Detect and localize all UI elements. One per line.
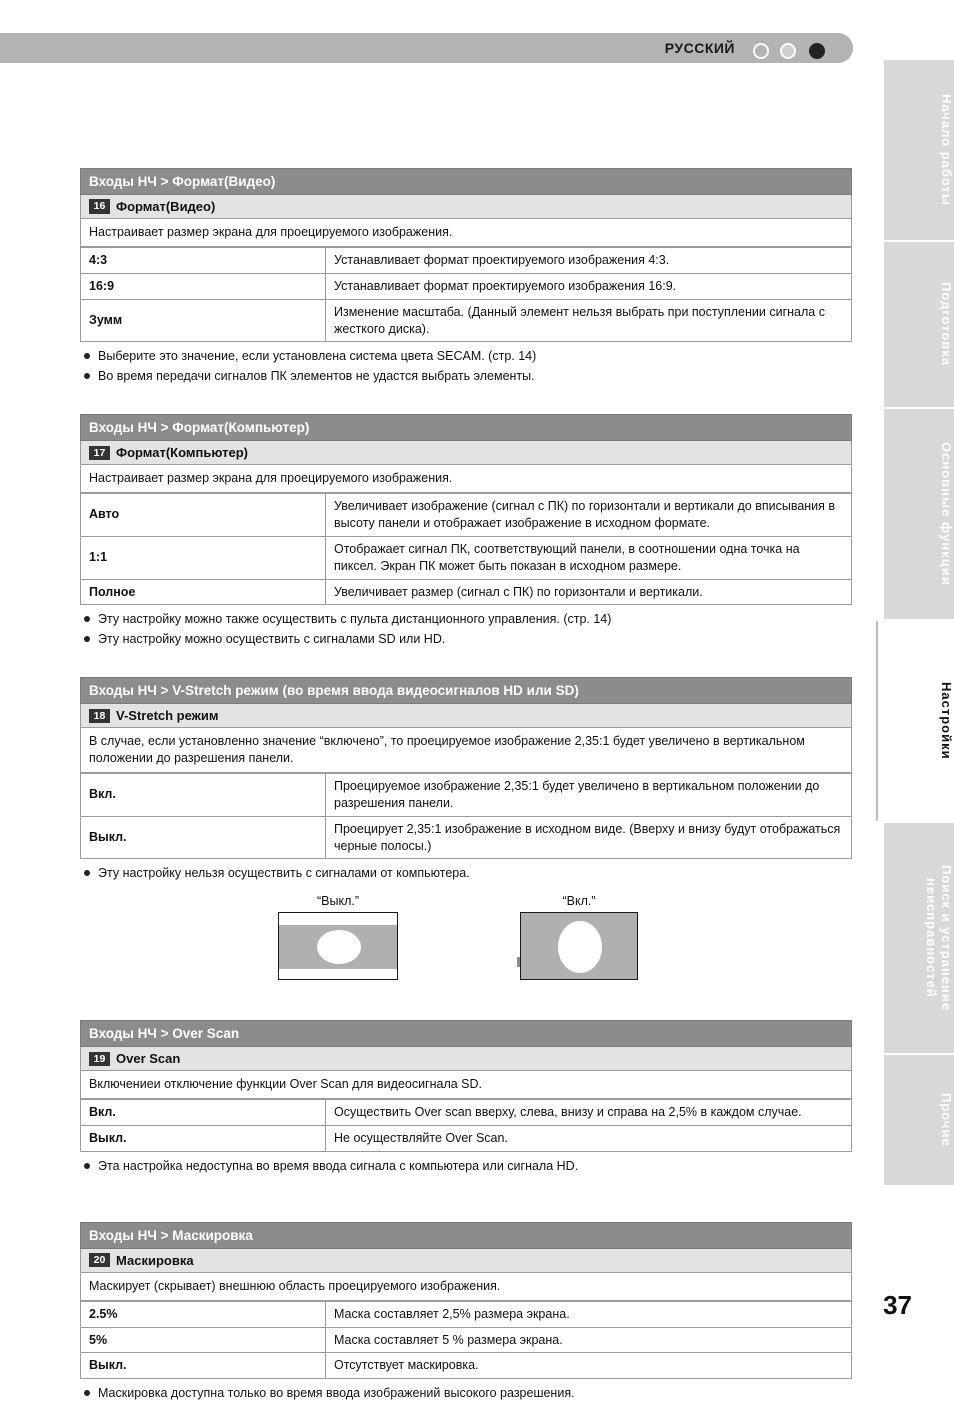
option-value: Маска составляет 2,5% размера экрана. — [326, 1301, 852, 1327]
table-row — [81, 1301, 852, 1327]
note-item — [80, 865, 852, 882]
option-value: Увеличивает размер (сигнал с ПК) по горизонтали и вертикали. — [326, 579, 852, 605]
option-key: Выкл. — [81, 1353, 326, 1379]
screen-oval-icon — [317, 930, 361, 964]
option-value: Проецируемое изображение 2,35:1 будет увеличено в вертикальном положении до разрешения панели. — [326, 773, 852, 816]
note-item — [80, 611, 852, 628]
option-key: Выкл. — [81, 1126, 326, 1152]
section-subtitle-row — [80, 1047, 852, 1071]
option-value: Отсутствует маскировка. — [326, 1353, 852, 1379]
sidebar-item-label: Поиск и устранение неисправностей — [924, 864, 954, 1012]
note-item — [80, 1158, 852, 1175]
table-row — [81, 816, 852, 859]
note-text: Выберите это значение, если установлена система цвета SECAM. (стр. 14) — [98, 349, 537, 364]
section-subtitle-row — [80, 704, 852, 728]
section-number-badge: 20 — [89, 1253, 110, 1267]
note-text: Эту настройку можно осуществить с сигналами SD или HD. — [98, 632, 446, 647]
options-table — [80, 1099, 852, 1152]
section-notes — [80, 865, 852, 882]
option-key: 4:3 — [81, 247, 326, 273]
sidebar-item-troubleshooting[interactable] — [884, 823, 954, 1053]
section-notes — [80, 611, 852, 648]
table-row — [81, 247, 852, 273]
section-subtitle: Over Scan — [116, 1051, 181, 1067]
figure-caption: “Вкл.” — [562, 894, 596, 909]
option-value: Устанавливает формат проектируемого изображения 16:9. — [326, 273, 852, 299]
screen-preview-on — [520, 912, 638, 980]
header-dot-1-icon — [753, 43, 769, 59]
option-value: Не осуществляйте Over Scan. — [326, 1126, 852, 1152]
section-notes — [80, 1385, 852, 1402]
section-description: Включениеи отключение функции Over Scan для видеосигнала SD. — [80, 1071, 852, 1099]
table-row — [81, 1327, 852, 1353]
note-text: Эту настройку нельзя осуществить с сигналами от компьютера. — [98, 866, 470, 881]
note-text: Маскировка доступна только во время ввода изображений высокого разрешения. — [98, 1386, 575, 1401]
option-key: Выкл. — [81, 816, 326, 859]
option-key: Вкл. — [81, 1100, 326, 1126]
figure-on — [520, 894, 638, 980]
sidebar-item-settings[interactable] — [876, 621, 954, 821]
header-dot-2-icon — [780, 43, 796, 59]
header-dot-3-icon — [809, 43, 825, 59]
note-item — [80, 631, 852, 648]
sidebar-item-label: Прочие — [939, 1093, 954, 1147]
options-table — [80, 1301, 852, 1380]
section-format-video — [80, 168, 852, 385]
table-row — [81, 579, 852, 605]
option-key: 16:9 — [81, 273, 326, 299]
page-header-bar — [0, 33, 853, 63]
section-title: Входы НЧ > Over Scan — [80, 1020, 852, 1047]
option-key: Полное — [81, 579, 326, 605]
section-subtitle-row — [80, 1249, 852, 1273]
note-item — [80, 348, 852, 365]
sidebar-item-others[interactable] — [884, 1055, 954, 1185]
section-masking — [80, 1222, 852, 1402]
side-tab-rail — [869, 60, 954, 1240]
note-text: Эту настройку можно также осуществить с пульта дистанционного управления. (стр. 14) — [98, 612, 612, 627]
section-subtitle: Формат(Видео) — [116, 199, 216, 214]
note-item — [80, 368, 852, 385]
v-stretch-figure — [80, 894, 852, 1002]
section-title: Входы НЧ > Маскировка — [80, 1222, 852, 1249]
section-over-scan — [80, 1020, 852, 1175]
option-value: Осуществить Over scan вверху, слева, внизу и справа на 2,5% в каждом случае. — [326, 1100, 852, 1126]
option-value: Отображает сигнал ПК, соответствующий панели, в соотношении одна точка на пиксел. Экран ПК может быть показан в исходном размере. — [326, 536, 852, 579]
section-v-stretch — [80, 677, 852, 1002]
section-subtitle: V-Stretch режим — [116, 708, 219, 724]
section-title: Входы НЧ > Формат(Видео) — [80, 168, 852, 195]
note-text: Во время передачи сигналов ПК элементов не удастся выбрать элементы. — [98, 369, 535, 384]
options-table — [80, 247, 852, 343]
sidebar-item-label: Основные функции — [939, 442, 954, 586]
sidebar-item-preparation[interactable] — [884, 242, 954, 407]
section-description: Настраивает размер экрана для проецируемого изображения. — [80, 219, 852, 247]
table-row — [81, 299, 852, 342]
section-description: В случае, если установленно значение “включено”, то проецируемое изображение 2,35:1 будет увеличено в вертикальном положении до разрешения панели. — [80, 728, 852, 773]
sidebar-item-label: Подготовка — [939, 282, 954, 367]
figure-caption: “Выкл.” — [316, 894, 360, 909]
note-text: Эта настройка недоступна во время ввода сигнала с компьютера или сигнала HD. — [98, 1158, 579, 1173]
section-title: Входы НЧ > V-Stretch режим (во время ввода видеосигналов HD или SD) — [80, 677, 852, 704]
option-key: Вкл. — [81, 773, 326, 816]
section-subtitle: Маскировка — [116, 1252, 194, 1268]
option-value: Маска составляет 5 % размера экрана. — [326, 1327, 852, 1353]
option-key: Зумм — [81, 299, 326, 342]
option-key: 2.5% — [81, 1301, 326, 1327]
screen-preview-off — [278, 912, 398, 980]
screen-oval-icon — [558, 921, 602, 973]
section-number-badge: 19 — [89, 1052, 110, 1066]
option-key: 5% — [81, 1327, 326, 1353]
option-value: Проецирует 2,35:1 изображение в исходном виде. (Вверху и внизу будут отображаться черные полосы.) — [326, 816, 852, 859]
table-row — [81, 1100, 852, 1126]
option-key: Авто — [81, 494, 326, 537]
section-notes — [80, 1158, 852, 1175]
section-number-badge: 18 — [89, 709, 110, 723]
table-row — [81, 536, 852, 579]
language-label: РУССКИЙ — [664, 40, 735, 56]
section-number-badge: 16 — [89, 199, 110, 213]
section-notes — [80, 348, 852, 385]
option-key: 1:1 — [81, 536, 326, 579]
note-item — [80, 1385, 852, 1402]
sidebar-item-label: Настройки — [939, 682, 954, 760]
table-row — [81, 1126, 852, 1152]
section-subtitle-row — [80, 441, 852, 465]
section-title: Входы НЧ > Формат(Компьютер) — [80, 414, 852, 441]
figure-off — [278, 894, 398, 980]
options-table — [80, 773, 852, 860]
document-content — [80, 168, 852, 1405]
section-description: Маскирует (скрывает) внешнюю область проецируемого изображения. — [80, 1273, 852, 1301]
option-value: Увеличивает изображение (сигнал с ПК) по горизонтали и вертикали до вписывания в высоту панели и отображает изображение в исходном формате. — [326, 494, 852, 537]
table-row — [81, 773, 852, 816]
section-subtitle: Формат(Компьютер) — [116, 445, 248, 461]
sidebar-item-getting-started[interactable] — [884, 60, 954, 240]
table-row — [81, 494, 852, 537]
section-description: Настраивает размер экрана для проецируемого изображения. — [80, 465, 852, 493]
table-row — [81, 273, 852, 299]
sidebar-item-basic-functions[interactable] — [884, 409, 954, 619]
section-format-computer — [80, 414, 852, 648]
table-row — [81, 1353, 852, 1379]
option-value: Изменение масштаба. (Данный элемент нельзя выбрать при поступлении сигнала с жесткого диска). — [326, 299, 852, 342]
section-number-badge: 17 — [89, 446, 110, 460]
page-number: 37 — [883, 1290, 912, 1320]
sidebar-item-label: Начало работы — [939, 94, 954, 206]
section-subtitle-row — [80, 195, 852, 219]
options-table — [80, 493, 852, 605]
option-value: Устанавливает формат проектируемого изображения 4:3. — [326, 247, 852, 273]
